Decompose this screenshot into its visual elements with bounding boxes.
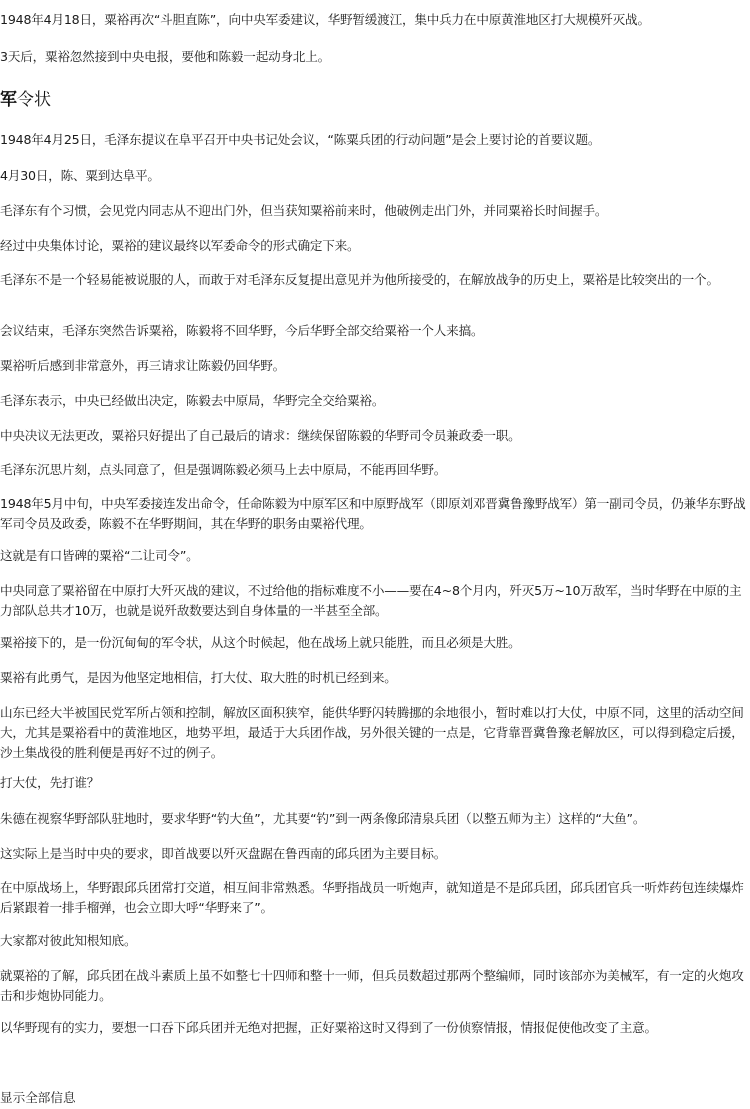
paragraph: 在中原战场上，华野跟邱兵团常打交道，相互间非常熟悉。华野指战员一听炮声，就知道是不是邱兵团，邱兵团官兵一听炸药包连续爆炸后紧跟着一排手榴弹，也会立即大呼“华野来了”。 xyxy=(0,880,744,915)
paragraph: 粟裕接下的，是一份沉甸甸的军令状，从这个时候起，他在战场上就只能胜，而且必须是大胜。 xyxy=(0,635,521,650)
paragraph: 大家都对彼此知根知底。 xyxy=(0,933,137,948)
section-heading-rest: 令状 xyxy=(17,90,51,110)
paragraph: 毛泽东表示，中央已经做出决定，陈毅去中原局，华野完全交给粟裕。 xyxy=(0,393,385,408)
paragraph: 会议结束，毛泽东突然告诉粟裕，陈毅将不回华野，今后华野全部交给粟裕一个人来搞。 xyxy=(0,323,484,338)
paragraph: 4月30日，陈、粟到达阜平。 xyxy=(0,168,160,183)
paragraph: 粟裕有此勇气，是因为他坚定地相信，打大仗、取大胜的时机已经到来。 xyxy=(0,670,397,685)
paragraph: 1948年4月25日，毛泽东提议在阜平召开中央书记处会议，“陈粟兵团的行动问题”是会上要讨论的首要议题。 xyxy=(0,132,601,147)
paragraph: 这就是有口皆碑的粟裕“二让司令”。 xyxy=(0,548,199,563)
paragraph: 这实际上是当时中央的要求，即首战要以歼灭盘踞在鲁西南的邱兵团为主要目标。 xyxy=(0,846,447,861)
section-heading-first-char: 军 xyxy=(0,90,17,110)
paragraph: 打大仗，先打谁？ xyxy=(0,775,100,790)
paragraph: 朱德在视察华野部队驻地时，要求华野“钓大鱼”，尤其要“钓”到一两条像邱清泉兵团（以整五师为主）这样的“大鱼”。 xyxy=(0,811,646,826)
paragraph: 1948年5月中旬，中央军委接连发出命令，任命陈毅为中原军区和中原野战军（即原刘邓晋冀鲁豫野战军）第一副司令员，仍兼华东野战军司令员及政委，陈毅不在华野期间，其在华野的职务由粟裕代理。 xyxy=(0,496,746,531)
paragraph: 1948年4月18日，粟裕再次“斗胆直陈”，向中央军委建议，华野暂缓渡江，集中兵力在中原黄淮地区打大规模歼灭战。 xyxy=(0,12,650,27)
paragraph: 中央决议无法更改，粟裕只好提出了自己最后的请求：继续保留陈毅的华野司令员兼政委一职。 xyxy=(0,428,521,443)
section-heading xyxy=(0,89,51,111)
paragraph: 粟裕听后感到非常意外，再三请求让陈毅仍回华野。 xyxy=(0,358,286,373)
paragraph: 山东已经大半被国民党军所占领和控制，解放区面积狭窄，能供华野闪转腾挪的余地很小，暂时难以打大仗，中原不同，这里的活动空间大，尤其是粟裕看中的黄淮地区，地势平坦，最适于大兵团作战，另外很关键的一点是，它背靠晋冀鲁豫老解放区，可以得到稳定后援，沙土集战役的胜利便是再好不过的例子。 xyxy=(0,705,744,760)
paragraph: 毛泽东有个习惯，会见党内同志从不迎出门外，但当获知粟裕前来时，他破例走出门外，并同粟裕长时间握手。 xyxy=(0,203,608,218)
paragraph: 毛泽东不是一个轻易能被说服的人，而敢于对毛泽东反复提出意见并为他所接受的，在解放战争的历史上，粟裕是比较突出的一个。 xyxy=(0,272,719,287)
paragraph: 中央同意了粟裕留在中原打大歼灭战的建议，不过给他的指标难度不小——要在4~8个月内，歼灭5万~10万敌军，当时华野在中原的主力部队总共才10万，也就是说歼敌数要达到自身体量的一半甚至全部。 xyxy=(0,583,742,618)
paragraph: 3天后，粟裕忽然接到中央电报，要他和陈毅一起动身北上。 xyxy=(0,49,331,64)
paragraph: 毛泽东沉思片刻，点头同意了，但是强调陈毅必须马上去中原局，不能再回华野。 xyxy=(0,462,447,477)
show-all-link[interactable]: 显示全部信息 xyxy=(0,1090,76,1105)
paragraph: 经过中央集体讨论，粟裕的建议最终以军委命令的形式确定下来。 xyxy=(0,238,360,253)
paragraph: 就粟裕的了解，邱兵团在战斗素质上虽不如整七十四师和整十一师，但兵员数超过那两个整编师，同时该部亦为美械军，有一定的火炮攻击和步炮协同能力。 xyxy=(0,968,744,1003)
paragraph: 以华野现有的实力，要想一口吞下邱兵团并无绝对把握，正好粟裕这时又得到了一份侦察情报，情报促使他改变了主意。 xyxy=(0,1020,657,1035)
